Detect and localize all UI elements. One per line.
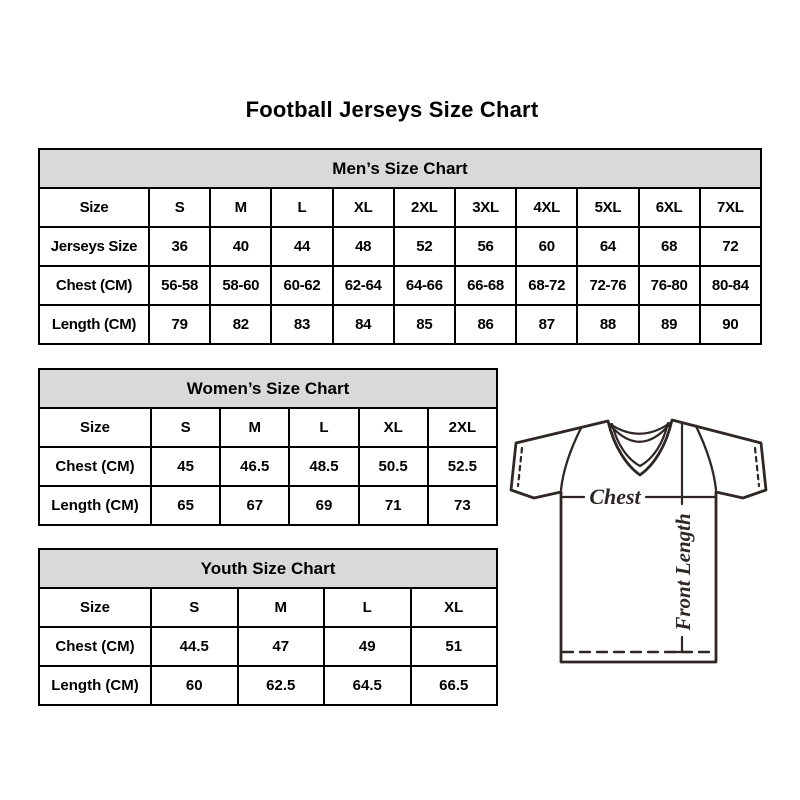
size-value-cell: 89 [639, 305, 700, 344]
front-length-measure-label: Front Length [671, 513, 695, 631]
left-cuff-stitch [518, 448, 522, 486]
size-value-cell: 2XL [394, 188, 455, 227]
size-value-cell: 68-72 [516, 266, 577, 305]
size-value-cell: 65 [151, 486, 220, 525]
size-value-cell: 7XL [700, 188, 761, 227]
size-value-cell: 64 [577, 227, 638, 266]
size-value-cell: 52.5 [428, 447, 497, 486]
size-value-cell: M [220, 408, 289, 447]
row-label-cell: Jerseys Size [39, 227, 149, 266]
row-label-cell: Length (CM) [39, 305, 149, 344]
size-value-cell: 71 [359, 486, 428, 525]
youth-table-title: Youth Size Chart [39, 549, 497, 588]
womens-table-title: Women’s Size Chart [39, 369, 497, 408]
size-value-cell: 79 [149, 305, 210, 344]
mens-table-row [39, 305, 761, 344]
size-value-cell: 69 [289, 486, 358, 525]
size-value-cell: 84 [333, 305, 394, 344]
size-value-cell: 66-68 [455, 266, 516, 305]
size-value-cell: 51 [411, 627, 498, 666]
size-value-cell: 86 [455, 305, 516, 344]
size-value-cell: 82 [210, 305, 271, 344]
size-value-cell: 56 [455, 227, 516, 266]
size-value-cell: L [271, 188, 332, 227]
womens-table-row [39, 408, 497, 447]
size-value-cell: 49 [324, 627, 411, 666]
size-value-cell: S [151, 588, 238, 627]
size-value-cell: 40 [210, 227, 271, 266]
size-value-cell: 85 [394, 305, 455, 344]
row-label-cell: Chest (CM) [39, 447, 151, 486]
left-armhole-seam [561, 428, 581, 490]
size-value-cell: 47 [238, 627, 325, 666]
mens-table-row [39, 227, 761, 266]
youth-size-table [38, 548, 498, 706]
size-value-cell: 5XL [577, 188, 638, 227]
womens-table-row [39, 486, 497, 525]
size-value-cell: L [289, 408, 358, 447]
size-value-cell: M [210, 188, 271, 227]
size-value-cell: 68 [639, 227, 700, 266]
size-value-cell: XL [411, 588, 498, 627]
row-label-cell: Chest (CM) [39, 627, 151, 666]
size-value-cell: 6XL [639, 188, 700, 227]
size-value-cell: L [324, 588, 411, 627]
womens-size-chart-table [38, 368, 498, 526]
size-value-cell: 90 [700, 305, 761, 344]
right-cuff-stitch [755, 448, 759, 486]
size-value-cell: 48.5 [289, 447, 358, 486]
jersey-outline-icon [511, 420, 766, 662]
size-value-cell: 66.5 [411, 666, 498, 705]
size-value-cell: 62.5 [238, 666, 325, 705]
size-value-cell: 44 [271, 227, 332, 266]
size-value-cell: 50.5 [359, 447, 428, 486]
youth-table-row [39, 627, 497, 666]
size-value-cell: 52 [394, 227, 455, 266]
size-value-cell: 2XL [428, 408, 497, 447]
row-label-cell: Chest (CM) [39, 266, 149, 305]
size-value-cell: 76-80 [639, 266, 700, 305]
size-value-cell: 36 [149, 227, 210, 266]
size-value-cell: 60 [516, 227, 577, 266]
womens-table-row [39, 447, 497, 486]
size-value-cell: 87 [516, 305, 577, 344]
row-label-cell: Length (CM) [39, 486, 151, 525]
chest-measure-label: Chest [589, 484, 641, 509]
size-value-cell: 67 [220, 486, 289, 525]
size-value-cell: 45 [151, 447, 220, 486]
size-value-cell: 46.5 [220, 447, 289, 486]
size-value-cell: M [238, 588, 325, 627]
jersey-measurement-diagram [500, 400, 770, 690]
row-label-cell: Size [39, 188, 149, 227]
size-value-cell: 48 [333, 227, 394, 266]
row-label-cell: Size [39, 408, 151, 447]
size-value-cell: 58-60 [210, 266, 271, 305]
size-value-cell: 88 [577, 305, 638, 344]
right-armhole-seam [696, 426, 716, 490]
size-value-cell: 72-76 [577, 266, 638, 305]
row-label-cell: Size [39, 588, 151, 627]
size-value-cell: 64.5 [324, 666, 411, 705]
size-value-cell: 60-62 [271, 266, 332, 305]
size-value-cell: 62-64 [333, 266, 394, 305]
size-value-cell: XL [333, 188, 394, 227]
mens-size-chart-table [38, 148, 762, 345]
size-value-cell: 44.5 [151, 627, 238, 666]
size-value-cell: 73 [428, 486, 497, 525]
mens-size-table [38, 148, 762, 345]
size-value-cell: S [151, 408, 220, 447]
youth-size-chart-table [38, 548, 498, 706]
size-value-cell: 60 [151, 666, 238, 705]
mens-table-row [39, 266, 761, 305]
mens-table-title: Men’s Size Chart [39, 149, 761, 188]
size-value-cell: 83 [271, 305, 332, 344]
size-value-cell: XL [359, 408, 428, 447]
page-title: Football Jerseys Size Chart [245, 97, 539, 122]
size-value-cell: 72 [700, 227, 761, 266]
womens-size-table [38, 368, 498, 526]
size-value-cell: S [149, 188, 210, 227]
size-value-cell: 3XL [455, 188, 516, 227]
size-value-cell: 56-58 [149, 266, 210, 305]
mens-table-row [39, 188, 761, 227]
row-label-cell: Length (CM) [39, 666, 151, 705]
size-value-cell: 80-84 [700, 266, 761, 305]
size-value-cell: 64-66 [394, 266, 455, 305]
youth-table-row [39, 666, 497, 705]
size-value-cell: 4XL [516, 188, 577, 227]
youth-table-row [39, 588, 497, 627]
